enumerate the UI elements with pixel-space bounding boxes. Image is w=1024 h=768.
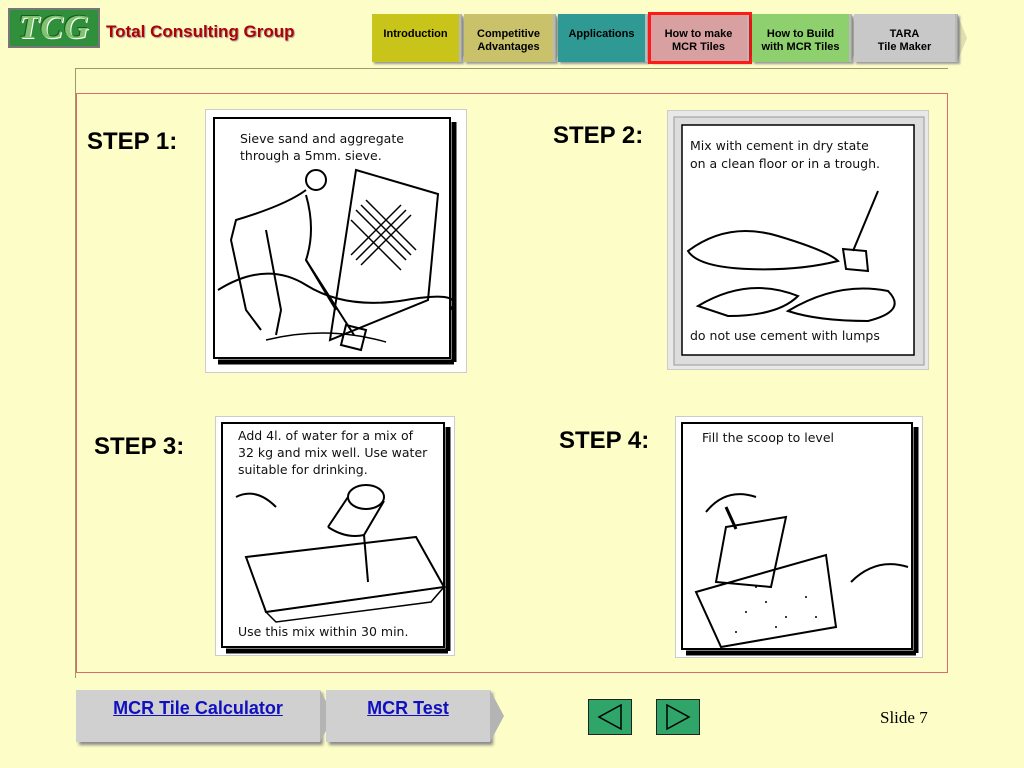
company-name: Total Consulting Group [106,22,295,41]
step-3-caption-line1: Add 4l. of water for a mix of [238,428,414,443]
tab-introduction[interactable] [372,14,462,62]
tab-applications[interactable] [558,14,648,62]
triangle-left-icon [595,703,625,731]
step-2-illustration [667,110,929,370]
divider-horizontal [75,68,948,69]
tab-label-line2: Advantages [477,41,540,53]
step-2-label: STEP 2: [553,122,644,149]
step-1-caption-line1: Sieve sand and aggregate [240,131,404,146]
next-slide-button[interactable] [656,699,700,735]
tab-label: Applications [568,28,635,40]
step-4-label: STEP 4: [559,427,650,454]
mcr-tile-calculator-link[interactable]: MCR Tile Calculator [113,698,283,718]
triangle-right-icon [663,703,693,731]
tab-label: Introduction [383,28,448,40]
tab-competitive-advantages[interactable] [464,14,556,62]
step-2-footer: do not use cement with lumps [690,328,880,343]
content-frame [76,93,948,673]
slide-number: Slide 7 [880,708,928,727]
tab-how-to-build[interactable] [752,14,852,62]
step-1-illustration [205,109,467,373]
tab-label-line2: Tile Maker [877,41,932,53]
step-3-caption-line3: suitable for drinking. [238,462,368,477]
step-3-illustration [215,416,455,656]
step-4-illustration [675,416,923,658]
previous-slide-button[interactable] [588,699,632,735]
scoop-filling-drawing [676,417,924,659]
tab-label-line1: Competitive [477,28,540,40]
logo-text: TCG [18,9,90,46]
step-3-label: STEP 3: [94,433,185,460]
step-2-caption-line1: Mix with cement in dry state [690,138,869,153]
step-2-caption-line2: on a clean floor or in a trough. [690,156,880,171]
tab-label-line1: How to Build [766,28,835,40]
step-3-footer: Use this mix within 30 min. [238,624,409,639]
step-4-caption-line1: Fill the scoop to level [702,430,834,445]
tab-how-to-make-mcr-tiles[interactable] [650,14,750,62]
tab-label-line1: How to make [664,28,733,40]
tab-label-line2: with MCR Tiles [761,41,840,53]
logo [8,8,100,48]
mcr-test-button[interactable] [326,690,490,742]
tab-label-line2: MCR Tiles [672,41,725,53]
step-1-label: STEP 1: [87,128,178,155]
mcr-test-link[interactable]: MCR Test [367,698,449,718]
mcr-tile-calculator-button[interactable] [76,690,320,742]
tab-label-line1: TARA [889,28,920,40]
step-3-caption-line2: 32 kg and mix well. Use water [238,445,428,460]
tab-tara-tile-maker[interactable] [854,14,958,62]
step-1-caption-line2: through a 5mm. sieve. [240,148,382,163]
